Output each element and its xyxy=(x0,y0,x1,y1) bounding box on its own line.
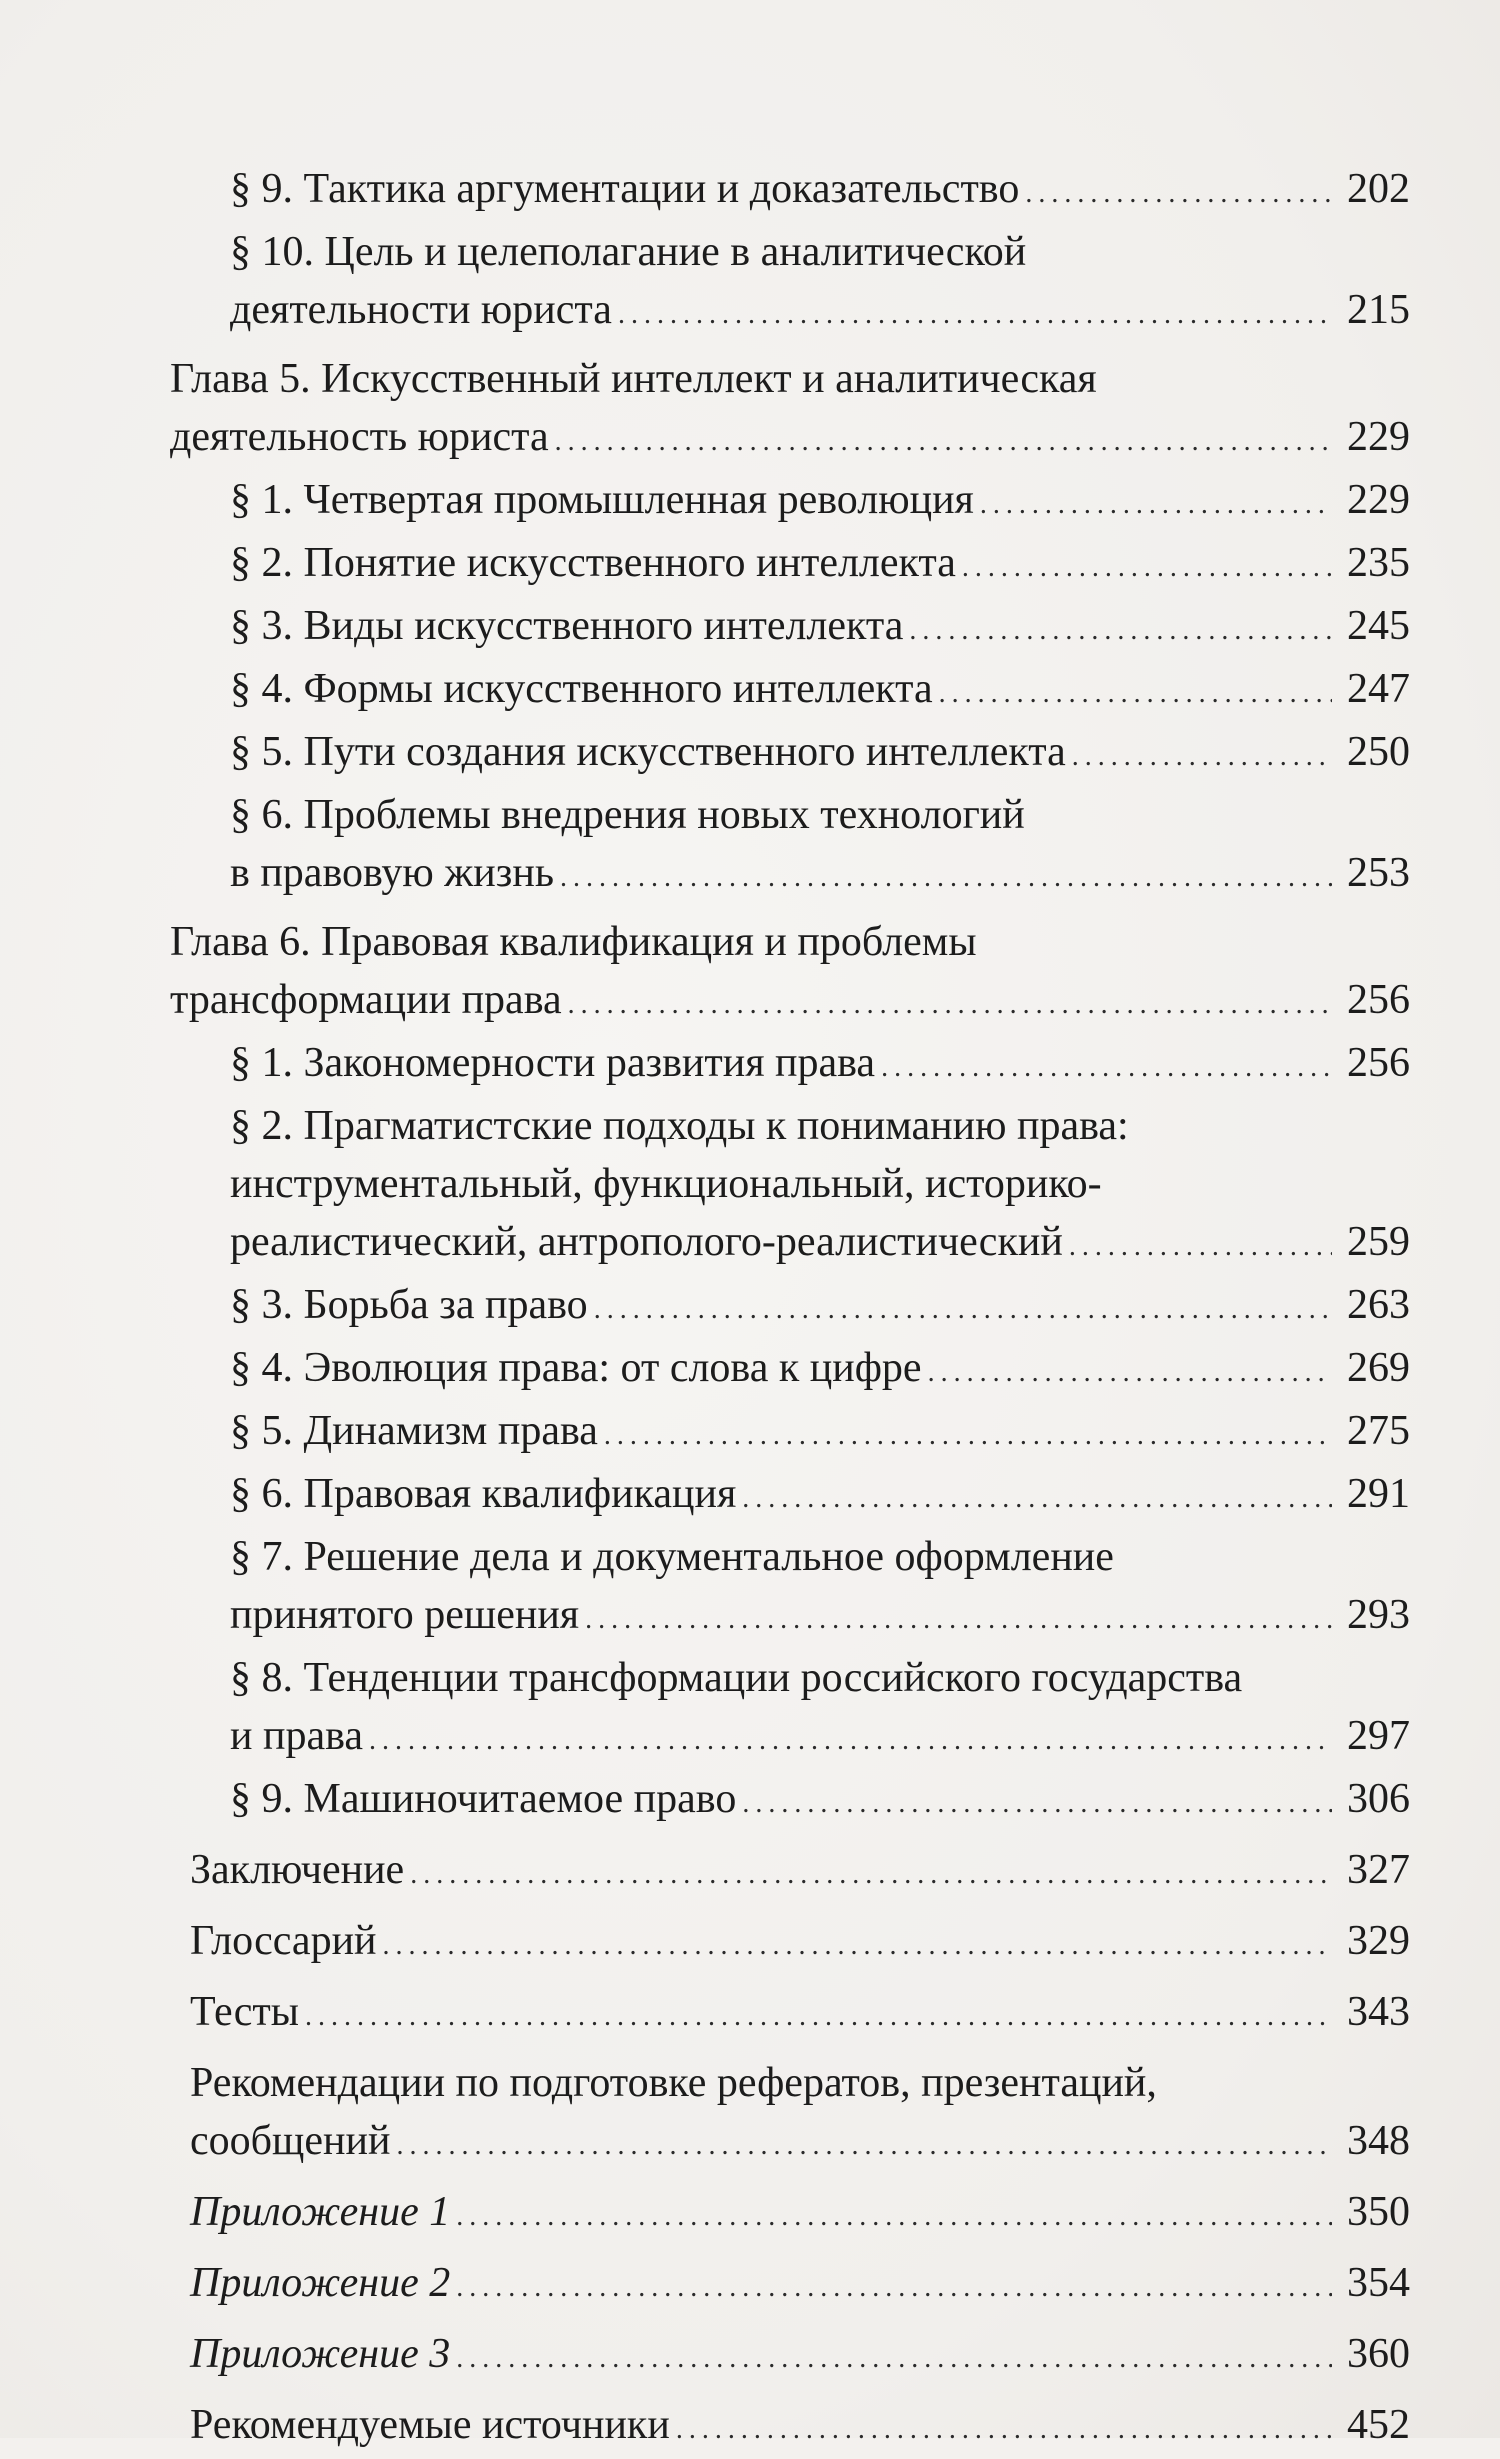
table-of-contents xyxy=(170,160,1410,2459)
toc-page-number: 291 xyxy=(1347,1471,1410,1517)
toc-entry-line xyxy=(230,1213,1410,1276)
toc-entry xyxy=(170,471,1410,534)
toc-page-number: 329 xyxy=(1347,1918,1410,1964)
dot-leader xyxy=(568,976,1332,1034)
dot-leader xyxy=(410,1846,1332,1904)
toc-entry-line xyxy=(170,408,1410,471)
toc-page-number: 247 xyxy=(1347,666,1410,712)
toc-entry-title: § 1. Закономерности развития права xyxy=(230,1040,876,1086)
toc-entry xyxy=(170,1770,1410,1833)
toc-entry xyxy=(170,1276,1410,1339)
toc-entry xyxy=(170,1528,1410,1649)
toc-entry-title-line: Глава 6. Правовая квалификация и проблемы xyxy=(170,919,977,965)
toc-page-number: 256 xyxy=(1347,1040,1410,1086)
dot-leader xyxy=(980,476,1332,534)
toc-entry-line xyxy=(230,1586,1410,1649)
toc-entry-title-line: § 8. Тенденции трансформации российского государства xyxy=(230,1655,1243,1701)
toc-entry-title: Заключение xyxy=(190,1847,405,1893)
toc-entry xyxy=(170,723,1410,786)
dot-leader xyxy=(456,2330,1332,2388)
toc-entry-line xyxy=(190,2254,1410,2317)
dot-leader xyxy=(928,1344,1332,1402)
toc-entry-title-line: инструментальный, функциональный, историко- xyxy=(230,1161,1102,1207)
toc-page-number: 229 xyxy=(1347,477,1410,523)
toc-page-number: 327 xyxy=(1347,1847,1410,1893)
toc-entry xyxy=(170,534,1410,597)
toc-entry-title: Приложение 2 xyxy=(190,2260,451,2306)
toc-entry xyxy=(170,160,1410,223)
dot-leader xyxy=(1069,1218,1332,1276)
toc-entry-title: Глоссарий xyxy=(190,1918,377,1964)
toc-page-number: 275 xyxy=(1347,1408,1410,1454)
toc-entry-line xyxy=(190,2183,1410,2246)
toc-entry-line xyxy=(230,534,1410,597)
toc-entry-title: § 9. Тактика аргументации и доказательство xyxy=(230,166,1020,212)
toc-entry-line xyxy=(230,1465,1410,1528)
toc-page-number: 360 xyxy=(1347,2331,1410,2377)
toc-page-number: 350 xyxy=(1347,2189,1410,2235)
toc-entry-line xyxy=(230,471,1410,534)
toc-entry-line xyxy=(230,1402,1410,1465)
dot-leader xyxy=(305,1988,1332,2046)
toc-entry-title: Приложение 1 xyxy=(190,2189,451,2235)
dot-leader xyxy=(939,665,1332,723)
toc-page-number: 245 xyxy=(1347,603,1410,649)
dot-leader xyxy=(585,1591,1332,1649)
toc-entry-title-line: § 6. Проблемы внедрения новых технологий xyxy=(230,792,1025,838)
toc-entry-title: § 1. Четвертая промышленная революция xyxy=(230,477,974,523)
toc-entry-line xyxy=(230,597,1410,660)
dot-leader xyxy=(881,1039,1332,1097)
dot-leader xyxy=(962,539,1332,597)
toc-entry-title-line: Рекомендации по подготовке рефератов, презентаций, xyxy=(190,2060,1157,2106)
toc-entry-line xyxy=(230,281,1410,344)
toc-entry xyxy=(170,1339,1410,1402)
toc-entry-title-line: § 10. Цель и целеполагание в аналитической xyxy=(230,229,1027,275)
toc-entry xyxy=(170,1649,1410,1770)
dot-leader xyxy=(383,1917,1332,1975)
toc-entry-title: § 2. Понятие искусственного интеллекта xyxy=(230,540,956,586)
toc-page-number: 256 xyxy=(1347,977,1410,1023)
toc-entry-line xyxy=(230,660,1410,723)
toc-entry-title: § 3. Борьба за право xyxy=(230,1282,588,1328)
toc-page-number: 269 xyxy=(1347,1345,1410,1391)
toc-page-number: 250 xyxy=(1347,729,1410,775)
toc-entry xyxy=(170,2183,1410,2246)
toc-page-number: 263 xyxy=(1347,1282,1410,1328)
dot-leader xyxy=(369,1712,1332,1770)
toc-entry-title: Тесты xyxy=(190,1989,299,2035)
toc-entry xyxy=(170,350,1410,471)
toc-page-number: 343 xyxy=(1347,1989,1410,2035)
toc-entry xyxy=(170,660,1410,723)
toc-entry-title: § 4. Эволюция права: от слова к цифре xyxy=(230,1345,922,1391)
dot-leader xyxy=(456,2259,1332,2317)
toc-entry xyxy=(170,913,1410,1034)
toc-entry-title: § 3. Виды искусственного интеллекта xyxy=(230,603,904,649)
toc-entry-line xyxy=(190,1912,1410,1975)
toc-entry-title: Рекомендуемые источники xyxy=(190,2402,670,2448)
toc-entry-title: сообщений xyxy=(190,2118,391,2164)
toc-page-number: 452 xyxy=(1347,2402,1410,2448)
toc-entry xyxy=(170,2254,1410,2317)
dot-leader xyxy=(560,849,1332,907)
dot-leader xyxy=(1072,728,1332,786)
toc-entry-title: § 9. Машиночитаемое право xyxy=(230,1776,737,1822)
toc-entry-line xyxy=(230,160,1410,223)
toc-page-number: 215 xyxy=(1347,287,1410,333)
dot-leader xyxy=(909,602,1332,660)
toc-entry-line xyxy=(190,1841,1410,1904)
toc-entry xyxy=(170,597,1410,660)
toc-entry-title: § 4. Формы искусственного интеллекта xyxy=(230,666,933,712)
toc-entry-line xyxy=(230,1707,1410,1770)
dot-leader xyxy=(1025,165,1332,223)
toc-page-number: 229 xyxy=(1347,414,1410,460)
toc-entry-title-line: § 2. Прагматистские подходы к пониманию права: xyxy=(230,1103,1129,1149)
toc-entry-line xyxy=(230,1770,1410,1833)
toc-entry-title: § 5. Пути создания искусственного интеллекта xyxy=(230,729,1066,775)
toc-entry xyxy=(170,223,1410,344)
toc-entry xyxy=(170,1034,1410,1097)
toc-page-number: 348 xyxy=(1347,2118,1410,2164)
toc-entry xyxy=(170,1841,1410,1904)
toc-entry-title: принятого решения xyxy=(230,1592,580,1638)
dot-leader xyxy=(604,1407,1332,1465)
toc-entry-title: деятельности юриста xyxy=(230,287,612,333)
toc-entry-line xyxy=(230,723,1410,786)
toc-entry-line xyxy=(190,1983,1410,2046)
toc-entry-line xyxy=(190,2112,1410,2175)
toc-entry-title: деятельность юриста xyxy=(170,414,549,460)
toc-entry xyxy=(170,786,1410,907)
toc-entry-title: и права xyxy=(230,1713,364,1759)
toc-page-number: 253 xyxy=(1347,850,1410,896)
toc-page-number: 293 xyxy=(1347,1592,1410,1638)
toc-entry-title: трансформации права xyxy=(170,977,562,1023)
toc-entry xyxy=(170,1983,1410,2046)
toc-page-number: 202 xyxy=(1347,166,1410,212)
dot-leader xyxy=(396,2117,1332,2175)
toc-entry-title-line: § 7. Решение дела и документальное оформление xyxy=(230,1534,1114,1580)
dot-leader xyxy=(742,1775,1332,1833)
dot-leader xyxy=(456,2188,1332,2246)
toc-page-number: 259 xyxy=(1347,1219,1410,1265)
dot-leader xyxy=(555,413,1332,471)
toc-entry-title-line: Глава 5. Искусственный интеллект и аналитическая xyxy=(170,356,1097,402)
toc-page-number: 354 xyxy=(1347,2260,1410,2306)
toc-entry-title: в правовую жизнь xyxy=(230,850,554,896)
toc-page-number: 306 xyxy=(1347,1776,1410,1822)
dot-leader xyxy=(676,2401,1332,2459)
toc-entry-title: § 5. Динамизм права xyxy=(230,1408,598,1454)
toc-entry xyxy=(170,1097,1410,1276)
toc-entry xyxy=(170,2396,1410,2459)
toc-entry-line xyxy=(170,971,1410,1034)
toc-entry-line xyxy=(190,2325,1410,2388)
toc-entry-line xyxy=(230,1339,1410,1402)
toc-entry-line xyxy=(230,844,1410,907)
dot-leader xyxy=(742,1470,1332,1528)
toc-entry-line xyxy=(190,2396,1410,2459)
dot-leader xyxy=(618,286,1332,344)
toc-entry xyxy=(170,2325,1410,2388)
toc-entry xyxy=(170,1402,1410,1465)
toc-entry-title: § 6. Правовая квалификация xyxy=(230,1471,737,1517)
toc-entry-line xyxy=(230,1034,1410,1097)
toc-page-number: 297 xyxy=(1347,1713,1410,1759)
toc-entry xyxy=(170,2054,1410,2175)
toc-entry-title: Приложение 3 xyxy=(190,2331,451,2377)
toc-entry xyxy=(170,1912,1410,1975)
toc-entry-title: реалистический, антрополого-реалистический xyxy=(230,1219,1063,1265)
toc-entry-line xyxy=(230,1276,1410,1339)
dot-leader xyxy=(594,1281,1332,1339)
toc-page-number: 235 xyxy=(1347,540,1410,586)
toc-entry xyxy=(170,1465,1410,1528)
